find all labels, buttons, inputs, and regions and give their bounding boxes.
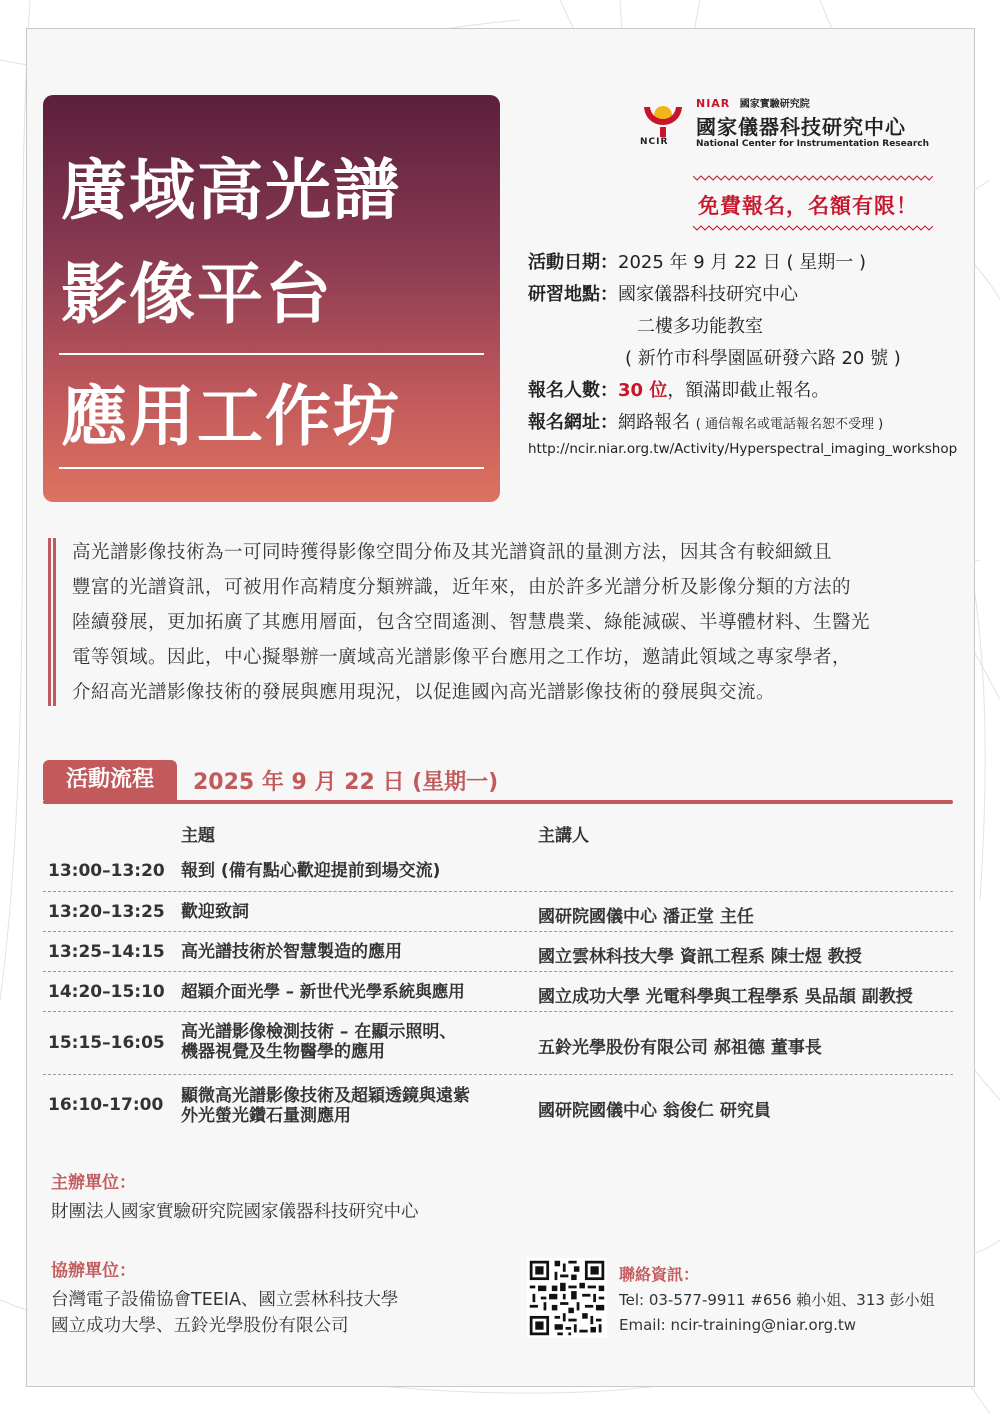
- ncir-name-en: National Center for Instrumentation Research: [696, 139, 930, 149]
- row-topic: 高光譜技術於智慧製造的應用: [181, 942, 402, 962]
- row-speaker: 國研院國儀中心 潘正堂 主任: [538, 907, 754, 927]
- row-topic: 歡迎致詞: [181, 902, 249, 922]
- event-date-value: 2025 年 9 月 22 日 ( 星期一 ): [618, 252, 866, 273]
- hero-title-line1: 廣域高光譜: [61, 152, 401, 229]
- contact-tel: Tel: 03-577-9911 #656 賴小姐、313 彭小姐: [619, 1291, 935, 1309]
- niar-label: [696, 95, 810, 110]
- event-place-value: 國家儀器科技研究中心: [618, 284, 798, 305]
- schedule-date: 2025 年 9 月 22 日 (星期一): [193, 770, 499, 795]
- intro-paragraph: [72, 535, 952, 710]
- table-row: [43, 892, 953, 932]
- event-capacity-label: 報名人數：: [528, 380, 618, 401]
- row-topic-line2: 機器視覺及生物醫學的應用: [181, 1042, 385, 1062]
- row-topic-line1: 顯微高光譜影像技術及超穎透鏡與遠紫: [181, 1086, 470, 1106]
- intro-line: 豐富的光譜資訊，可被用作高精度分類辨識，近年來，由於許多光譜分析及影像分類的方法的: [72, 577, 852, 598]
- organizer-text: 財團法人國家實驗研究院國家儀器科技研究中心: [51, 1202, 419, 1222]
- event-place-line3: ( 新竹市科學園區研發六路 20 號 ): [625, 348, 901, 369]
- table-row: [43, 972, 953, 1012]
- row-time: 15:15–16:05: [48, 1033, 165, 1053]
- row-time: 13:00–13:20: [48, 861, 165, 881]
- row-topic-line1: 高光譜影像檢測技術 – 在顯示照明、: [181, 1022, 457, 1042]
- row-topic: 超穎介面光學 – 新世代光學系統與應用: [181, 982, 465, 1001]
- row-topic-line2: 外光螢光鑽石量測應用: [181, 1106, 351, 1126]
- contact-title: 聯絡資訊：: [619, 1265, 700, 1284]
- free-registration-notice: 免費報名，名額有限！: [698, 194, 918, 218]
- event-place-line2: 二樓多功能教室: [637, 316, 763, 337]
- schedule-col-speaker: 主講人: [538, 826, 589, 846]
- event-place: [528, 280, 798, 306]
- co-organizer-title: 協辦單位：: [51, 1261, 136, 1281]
- event-registration-value: 網路報名: [618, 412, 690, 433]
- table-row: [43, 932, 953, 972]
- qr-code-icon[interactable]: [527, 1258, 607, 1338]
- event-capacity-note: ，額滿即截止報名。: [667, 380, 830, 401]
- schedule-tag: 活動流程: [43, 760, 177, 800]
- niar-name: 國家實驗研究院: [739, 99, 810, 110]
- ncir-name-zh: 國家儀器科技研究中心: [696, 115, 906, 139]
- schedule-col-topic: 主題: [181, 826, 215, 846]
- table-row: [43, 1012, 953, 1075]
- intro-line: 電等領域。因此，中心擬舉辦一廣域高光譜影像平台應用之工作坊，邀請此領域之專家學者，: [72, 647, 852, 668]
- row-topic: [181, 1086, 526, 1126]
- event-capacity-value: 30 位: [618, 380, 668, 401]
- zigzag-divider-bottom: [693, 224, 933, 232]
- organizer-title: 主辦單位：: [51, 1173, 136, 1193]
- schedule-rule: [43, 800, 953, 804]
- hero-divider: [59, 353, 484, 355]
- row-speaker: 國研院國儀中心 翁俊仁 研究員: [538, 1101, 771, 1121]
- ncir-logo: [640, 95, 940, 155]
- event-registration-label: 報名網址：: [528, 412, 618, 433]
- zigzag-divider-top: [693, 174, 933, 182]
- ncir-wordmark: NCIR: [640, 137, 669, 147]
- hero-title-line2: 影像平台: [61, 256, 333, 333]
- intro-line: 陸續發展，更加拓廣了其應用層面，包含空間遙測、智慧農業、綠能減碳、半導體材料、生醫光: [72, 612, 871, 633]
- event-date: [528, 248, 866, 274]
- row-time: 14:20–15:10: [48, 982, 165, 1002]
- intro-line: 高光譜影像技術為一可同時獲得影像空間分佈及其光譜資訊的量測方法，因其含有較細緻且: [72, 542, 833, 563]
- row-speaker: 國立雲林科技大學 資訊工程系 陳士煜 教授: [538, 947, 862, 967]
- intro-line: 介紹高光譜影像技術的發展與應用現況，以促進國內高光譜影像技術的發展與交流。: [72, 682, 776, 703]
- hero-title-line3: 應用工作坊: [61, 378, 401, 455]
- event-place-label: 研習地點：: [528, 284, 618, 305]
- row-topic: 報到 (備有點心歡迎提前到場交流): [181, 861, 441, 881]
- co-organizer-line1: 台灣電子設備協會TEEIA、國立雲林科技大學: [51, 1290, 399, 1310]
- niar-wordmark: NIAR: [696, 97, 731, 110]
- event-registration-note: ( 通信報名或電話報名恕不受理 ): [695, 417, 884, 432]
- row-topic: [181, 1022, 526, 1062]
- hero-divider-bottom: [59, 467, 484, 469]
- row-time: 13:20–13:25: [48, 902, 165, 922]
- row-time: 16:10-17:00: [48, 1095, 164, 1115]
- hero-title-block: [43, 95, 500, 502]
- event-date-label: 活動日期：: [528, 252, 618, 273]
- co-organizer-line2: 國立成功大學、五鈴光學股份有限公司: [51, 1316, 349, 1336]
- table-row: [43, 850, 953, 892]
- row-speaker: 國立成功大學 光電科學與工程學系 吳品頡 副教授: [538, 987, 913, 1007]
- table-row: [43, 1075, 953, 1137]
- event-registration: [528, 408, 883, 434]
- contact-email-link[interactable]: Email: ncir-training@niar.org.tw: [619, 1316, 857, 1334]
- registration-url-link[interactable]: http://ncir.niar.org.tw/Activity/Hyperspectral_imaging_workshop: [528, 441, 958, 457]
- event-capacity: [528, 376, 829, 402]
- row-speaker: 五鈴光學股份有限公司 郝祖德 董事長: [538, 1038, 822, 1058]
- intro-accent-bar: [48, 538, 56, 706]
- row-time: 13:25–14:15: [48, 942, 165, 962]
